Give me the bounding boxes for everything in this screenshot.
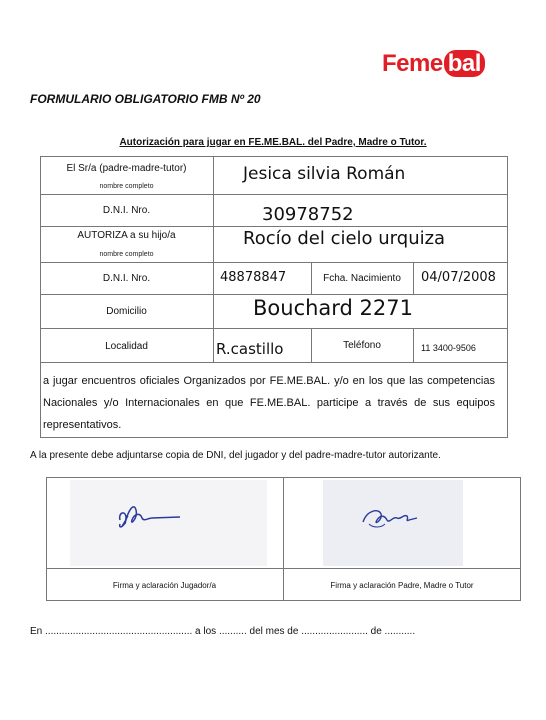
birth-date-label: Fcha. Nacimiento — [323, 273, 401, 284]
row-divider — [40, 294, 508, 295]
column-divider — [413, 262, 414, 294]
parent-signature-label: Firma y aclaración Padre, Madre o Tutor — [330, 581, 474, 590]
guardian-name-value: Jesica silvia Román — [243, 164, 406, 184]
row-divider — [40, 226, 508, 227]
birth-date-value: 04/07/2008 — [421, 270, 496, 285]
player-signature-image — [70, 480, 267, 566]
attachment-note: A la presente debe adjuntarse copia de DNI, del jugador y del padre-madre-tutor autorizante. — [30, 450, 441, 461]
address-value: Bouchard 2271 — [253, 296, 414, 320]
femebal-logo: Feme bal — [382, 50, 485, 78]
column-divider — [213, 156, 214, 362]
parent-signature-icon — [323, 480, 463, 566]
guardian-label: El Sr/a (padre-madre-tutor) — [66, 163, 187, 174]
child-dni-label: D.N.I. Nro. — [102, 273, 151, 284]
column-divider — [413, 328, 414, 362]
form-title: FORMULARIO OBLIGATORIO FMB Nº 20 — [30, 92, 261, 106]
row-divider — [40, 328, 508, 329]
city-value: R.castillo — [216, 340, 284, 358]
guardian-dni-label: D.N.I. Nro. — [102, 205, 151, 216]
city-label: Localidad — [105, 341, 148, 352]
address-label: Domicilio — [106, 306, 147, 317]
row-divider — [40, 194, 508, 195]
child-name-value: Rocío del cielo urquiza — [243, 228, 446, 249]
place-date-line: En ..................................................... a los .......... del mes de ........................ de ........... — [30, 626, 416, 637]
player-signature-icon — [70, 480, 267, 566]
authorization-title: Autorización para jugar en FE.ME.BAL. del Padre, Madre o Tutor. — [119, 137, 427, 148]
authorizes-label: AUTORIZA a su hijo/a — [77, 230, 176, 241]
signature-row-divider — [46, 568, 521, 569]
row-divider — [40, 262, 508, 263]
guardian-dni-value: 30978752 — [262, 204, 354, 225]
player-signature-label: Firma y aclaración Jugador/a — [112, 581, 217, 590]
row-divider — [40, 362, 508, 363]
guardian-sublabel: nombre completo — [99, 183, 154, 190]
phone-value: 11 3400-9506 — [421, 343, 476, 353]
phone-label: Teléfono — [343, 340, 381, 351]
parent-signature-image — [323, 480, 463, 566]
child-dni-value: 48878847 — [220, 270, 287, 285]
authorization-text: a jugar encuentros oficiales Organizados por FE.ME.BAL. y/o en los que las competencias Nacionales y/o Internacionales en que FE.ME.BAL. participe a través de sus equipos representativos. — [43, 375, 495, 431]
child-sublabel: nombre completo — [99, 251, 154, 258]
